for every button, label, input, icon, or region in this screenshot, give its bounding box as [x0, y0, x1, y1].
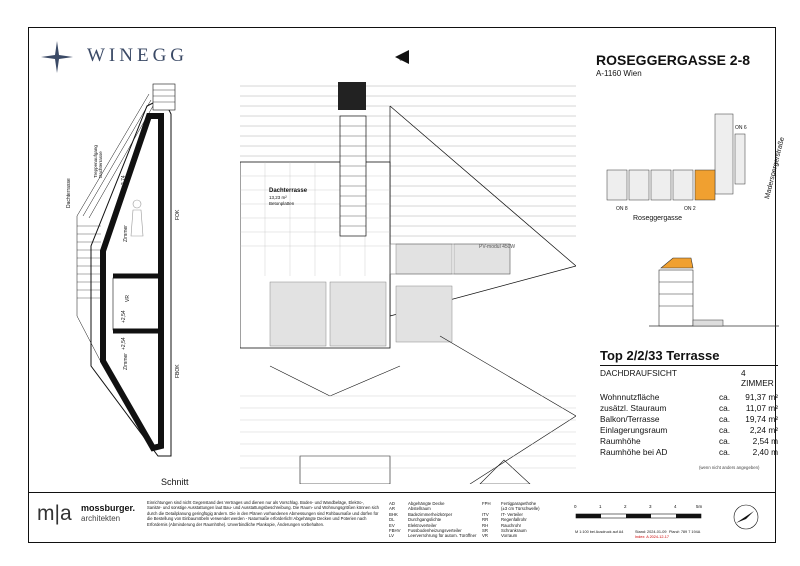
area-ca: ca.: [719, 436, 731, 446]
area-value: 19,74 m²: [745, 414, 778, 424]
area-row: [600, 414, 778, 425]
legend-row: DL Durchgangslichte: [389, 517, 442, 523]
map-label-on2: ON 2: [684, 206, 696, 212]
legend-row: FPH Fertigparapethöhe: [482, 501, 537, 506]
north-label: S: [400, 56, 407, 62]
legend-row: ITV IT- Verteiler: [482, 511, 523, 517]
section-caption: Schnitt: [161, 477, 189, 487]
unit-view: DACHDRAUFSICHT: [600, 368, 677, 378]
disclaimer-text: Einrichtungen sind nicht Gegenstand des Vertrages und dienen nur als Vorschlag. Boden- und Wandbeläge, Elektro-, Sanitär- und sonstige Ausstattungen laut Bau- und Ausstattungsbeschreibung. Die Raum- und Wohnungsgrößen können sich durch die Detailplanung geringfügig ändern. Die in den Plänen vorhandenen Abmessungen sind Rohbaumaße und dürfen für die Bestellung von Einbaumöbeln verwendet werden - Naturmaße erforderlich! Abgehängte Decken und Poterien nach Erfordernis (Abminderung der Raumhöhe). Unverbindliche Plankopie, Änderungen vorbehalten.: [147, 500, 380, 527]
terrace-title: Dachterrasse: [269, 188, 308, 194]
area-ca: ca.: [719, 425, 731, 435]
section-label-stair: Treppenaufgang Dachterrasse: [93, 145, 103, 178]
section-label-fbok: FBOK: [175, 364, 181, 378]
section-label-level-mid: +2,54: [121, 310, 127, 323]
architect-name: mossburger.: [81, 503, 136, 513]
unit-title: Top 2/2/33 Terrasse: [600, 348, 720, 363]
area-value: 11,07 m²: [745, 403, 778, 413]
scale-tick: 1: [599, 504, 602, 509]
scale-tick: 0: [574, 504, 577, 509]
legend-row: FBHV Fussbodenheizungsverteiler: [389, 528, 462, 534]
unit-rooms: 4 ZIMMER: [741, 368, 774, 388]
area-value: 2,24 m²: [749, 425, 778, 435]
legend-row: VR Vorraum: [482, 533, 518, 539]
footer-divider: [29, 492, 775, 493]
terrace-area: 13,23 m²: [269, 195, 287, 200]
legend-row: EV Elektroverteiler: [389, 522, 437, 528]
map-street-bottom: Roseggergasse: [633, 215, 683, 222]
area-label: Raumhöhe: [600, 436, 641, 446]
legend-row: RH Rauchrohr: [482, 522, 522, 528]
architect-sub: architekten: [81, 514, 121, 523]
legend-row: AR Abstellraum: [389, 506, 431, 512]
area-ca: ca.: [719, 403, 731, 413]
area-row: [600, 403, 778, 414]
section-label-level-top: +2,74: [121, 175, 127, 188]
legend-column-2: [482, 501, 540, 539]
plan-stand: Stand: 2024-01-09: [635, 530, 667, 534]
area-ca: ca.: [719, 414, 731, 424]
area-label: Wohnnutzfläche: [600, 392, 660, 402]
pv-label: PV-modul 450W: [479, 244, 516, 250]
legend-row: AD Abgehängte Decke: [389, 501, 445, 506]
legend-row: BHK Badezimmerheizkörper: [389, 511, 453, 517]
map-label-on6: ON 6: [735, 125, 747, 131]
section-label-zimmer-upper: Zimmer: [123, 225, 129, 242]
scale-note: M 1:100 bei Ausdruck auf A4: [575, 530, 624, 534]
map-street-vertical: Maderspergerstraße: [764, 136, 787, 200]
site-map: [599, 94, 759, 224]
area-ca: ca.: [719, 447, 731, 457]
section-label-dachterrasse: Dachterrasse: [66, 178, 72, 208]
area-row: [600, 425, 778, 436]
unit-divider: [600, 365, 778, 366]
roof-plan-drawing: [240, 76, 576, 484]
map-label-on8: ON 8: [616, 206, 628, 212]
legend-row: LV Leerverrohrung für autom. Türöffner: [389, 533, 477, 539]
terrace-material: Betonplatten: [269, 201, 295, 206]
area-row: [600, 436, 778, 447]
scale-bar: [574, 512, 704, 522]
area-value: 2,40 m: [752, 447, 778, 457]
plan-sheet: [28, 27, 787, 543]
scale-tick: 4: [674, 504, 677, 509]
scale-tick: 5m: [696, 504, 703, 509]
area-label: Balkon/Terrasse: [600, 414, 660, 424]
brand-name: WINEGG: [87, 45, 189, 66]
project-title: ROSEGGERGASSE 2-8: [596, 52, 751, 68]
legend-row: RR Regenfallrohr: [482, 517, 527, 523]
compass-star-logo-icon: [41, 41, 73, 73]
scale-tick: 2: [624, 504, 627, 509]
architect-logo-mark: m|a: [37, 502, 72, 525]
area-ca: ca.: [719, 392, 731, 402]
scale-tick: 3: [649, 504, 652, 509]
building-section-mini: [649, 250, 779, 330]
section-label-vr: VR: [125, 295, 131, 302]
area-label: Raumhöhe bei AD: [600, 447, 668, 457]
plan-number: Plan#: 789 7 194A: [669, 530, 701, 534]
compass-icon: [732, 503, 760, 531]
area-row: [600, 447, 778, 458]
area-value: 2,54 m: [752, 436, 778, 446]
area-row: [600, 392, 778, 403]
plan-index: Index: A 2024-12-17: [635, 535, 669, 539]
legend-row: (±3 cm Türschwelle): [501, 506, 540, 512]
section-label-level-low: +2,54: [121, 337, 127, 350]
section-label-fok: FOK: [175, 209, 181, 220]
area-label: zusätzl. Stauraum: [600, 403, 667, 413]
legend-column-1: [389, 501, 476, 539]
section-drawing: [53, 76, 228, 476]
section-label-zimmer-lower: Zimmer: [123, 353, 129, 370]
area-note: (wenn nicht anders angegeben): [699, 465, 760, 470]
project-address: A-1160 Wien: [596, 69, 642, 78]
area-value: 91,37 m²: [745, 392, 778, 402]
legend-row: SR Schrankraum: [482, 528, 527, 534]
areas-table: [600, 392, 778, 472]
area-label: Einlagerungsraum: [600, 425, 668, 435]
